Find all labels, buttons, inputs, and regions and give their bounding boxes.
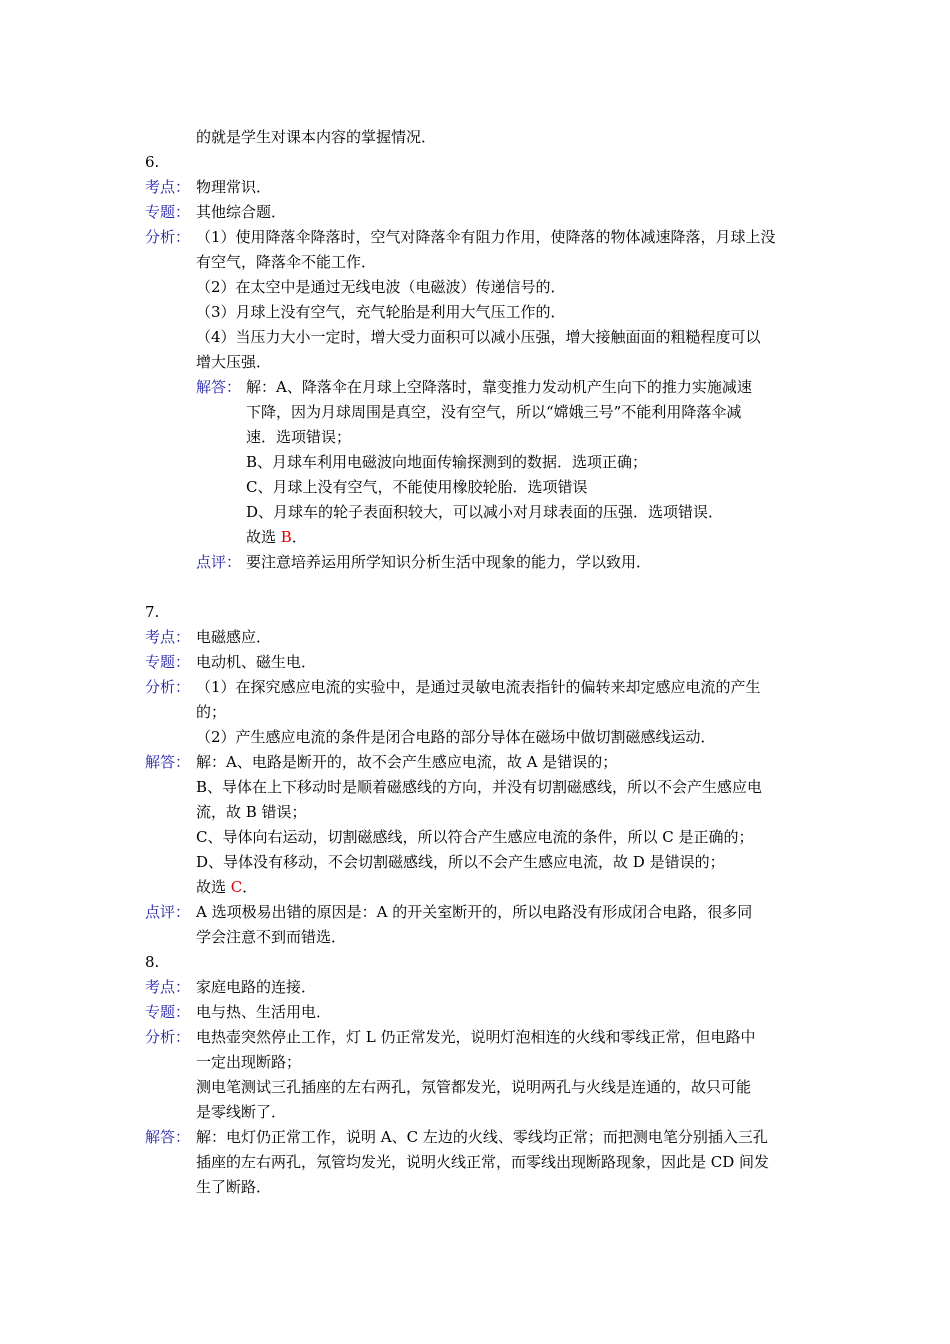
q8-jieda-line: 插座的左右两孔，氖管均发光，说明火线正常，而零线出现断路现象，因此是 CD 间发: [196, 1153, 770, 1171]
q8-fenxi-line: 测电笔测试三孔插座的左右两孔，氖管都发光，说明两孔与火线是连通的，故只可能: [196, 1078, 752, 1096]
q6-fenxi-line: （4）当压力大小一定时，增大受力面积可以减小压强，增大接触面面的粗糙程度可以: [196, 328, 761, 346]
q8-fenxi-label: 分析：: [145, 1028, 191, 1046]
q8-kaodian-label: 考点：: [145, 978, 191, 996]
q7-fenxi-label: 分析：: [145, 678, 191, 696]
q6-answer-line: [246, 527, 307, 547]
q6-jieda-line: 下降，因为月球周围是真空，没有空气，所以“嫦娥三号”不能利用降落伞减: [246, 403, 742, 421]
q6-zhuanti-label: 专题：: [145, 203, 191, 221]
q7-fenxi-line: （1）在探究感应电流的实验中，是通过灵敏电流表指针的偏转来却定感应电流的产生: [196, 678, 761, 696]
q6-jieda-line: 速．选项错误；: [246, 428, 352, 446]
q8-fenxi-line: 一定出现断路；: [196, 1053, 302, 1071]
q6-dianping-label: 点评：: [196, 553, 242, 571]
q8-fenxi-line: 是零线断了．: [196, 1103, 287, 1121]
q6-number: 6.: [145, 153, 160, 171]
q6-jieda-line: 解：A、降落伞在月球上空降落时，靠变推力发动机产生向下的推力实施减速: [246, 378, 752, 396]
answer-suffix: ．: [291, 528, 307, 546]
answer-prefix: 故选: [246, 528, 281, 546]
q8-fenxi-line: 电热壶突然停止工作，灯 L 仍正常发光，说明灯泡相连的火线和零线正常，但电路中: [196, 1028, 756, 1046]
q7-jieda-line: B、导体在上下移动时是顺着磁感线的方向，并没有切割磁感线，所以不会产生感应电: [196, 778, 763, 796]
q6-fenxi-line: 有空气，降落伞不能工作．: [196, 253, 377, 271]
q7-dianping-line: 学会注意不到而错选．: [196, 928, 347, 946]
q7-fenxi-line: （2）产生感应电流的条件是闭合电路的部分导体在磁场中做切割磁感线运动．: [196, 728, 716, 746]
q6-jieda-label: 解答：: [196, 378, 242, 396]
q7-jieda-line: 流，故 B 错误；: [196, 803, 307, 821]
q6-fenxi-line: （2）在太空中是通过无线电波（电磁波）传递信号的．: [196, 278, 566, 296]
q7-jieda-line: 解：A、电路是断开的，故不会产生感应电流，故 A 是错误的；: [196, 753, 618, 771]
q6-jieda-line: C、月球上没有空气，不能使用橡胶轮胎．选项错误: [246, 478, 588, 496]
q7-dianping-line: A 选项极易出错的原因是：A 的开关室断开的，所以电路没有形成闭合电路，很多同: [196, 903, 753, 921]
q7-answer-line: [196, 877, 257, 897]
q7-zhuanti-label: 专题：: [145, 653, 191, 671]
q7-answer: C: [230, 878, 243, 896]
q6-jieda-line: B、月球车利用电磁波向地面传输探测到的数据．选项正确；: [246, 453, 648, 471]
q8-zhuanti-label: 专题：: [145, 1003, 191, 1021]
q6-jieda-line: D、月球车的轮子表面积较大，可以减小对月球表面的压强．选项错误．: [246, 503, 724, 521]
q7-kaodian-label: 考点：: [145, 628, 191, 646]
q7-jieda-line: D、导体没有移动，不会切割磁感线，所以不会产生感应电流，故 D 是错误的；: [196, 853, 725, 871]
q6-fenxi-label: 分析：: [145, 228, 191, 246]
q7-dianping-label: 点评：: [145, 903, 191, 921]
q7-kaodian-text: 电磁感应．: [196, 628, 272, 646]
q7-zhuanti-text: 电动机、磁生电．: [196, 653, 317, 671]
continuation-line: 的就是学生对课本内容的掌握情况．: [196, 128, 437, 146]
q7-number: 7.: [145, 603, 160, 621]
q8-kaodian-text: 家庭电路的连接．: [196, 978, 317, 996]
answer-suffix: ．: [242, 878, 258, 896]
q6-fenxi-line: （1）使用降落伞降落时，空气对降落伞有阻力作用，使降落的物体减速降落，月球上没: [196, 228, 776, 246]
q6-zhuanti-text: 其他综合题．: [196, 203, 287, 221]
q8-number: 8.: [145, 953, 160, 971]
answer-prefix: 故选: [196, 878, 231, 896]
q7-jieda-line: C、导体向右运动，切割磁感线，所以符合产生感应电流的条件，所以 C 是正确的；: [196, 828, 754, 846]
q8-jieda-line: 生了断路．: [196, 1178, 272, 1196]
q6-dianping-text: 要注意培养运用所学知识分析生活中现象的能力，学以致用．: [246, 553, 652, 571]
q6-kaodian-label: 考点：: [145, 178, 191, 196]
q7-fenxi-line: 的；: [196, 703, 227, 721]
q6-kaodian-text: 物理常识．: [196, 178, 272, 196]
q8-zhuanti-text: 电与热、生活用电．: [196, 1003, 332, 1021]
q8-jieda-label: 解答：: [145, 1128, 191, 1146]
q7-jieda-label: 解答：: [145, 753, 191, 771]
q6-answer: B: [280, 528, 292, 546]
q6-fenxi-line: （3）月球上没有空气，充气轮胎是利用大气压工作的．: [196, 303, 566, 321]
q6-fenxi-line: 增大压强．: [196, 353, 272, 371]
q8-jieda-line: 解：电灯仍正常工作，说明 A、C 左边的火线、零线均正常；而把测电笔分别插入三孔: [196, 1128, 768, 1146]
